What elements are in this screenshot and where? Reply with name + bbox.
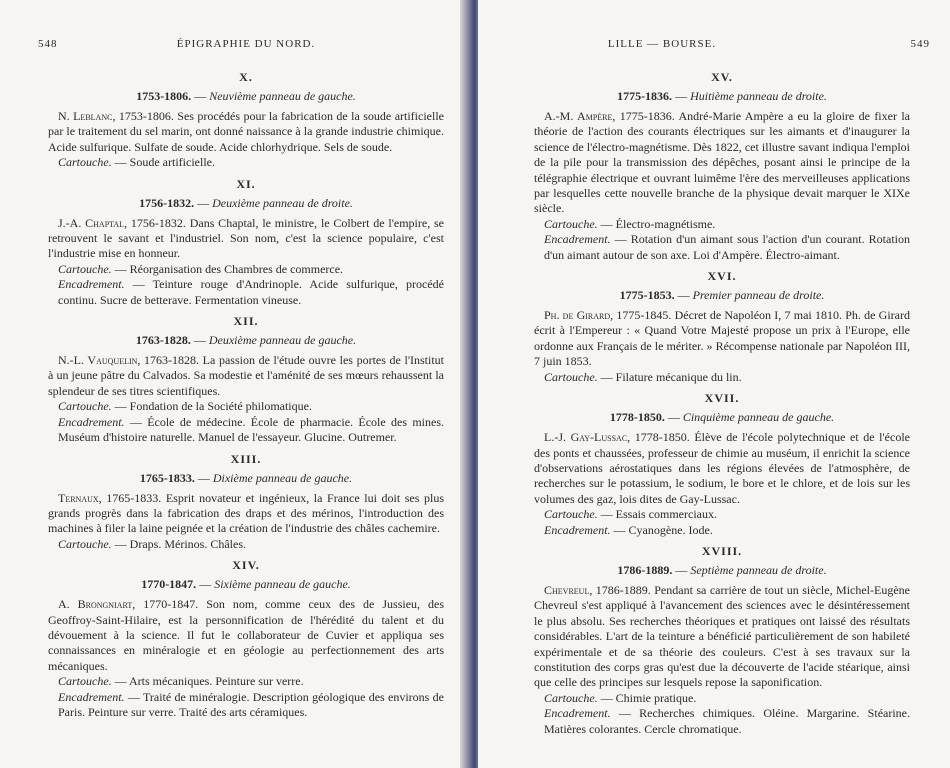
entry-section <box>534 269 910 385</box>
entry-section <box>534 391 910 538</box>
entry-text <box>534 109 910 217</box>
section-number: XV. <box>711 70 733 84</box>
section-heading: 1763-1828. — Deuxième panneau de gauche. <box>135 333 357 348</box>
section-heading: 1775-1853. — Premier panneau de droite. <box>619 288 825 303</box>
cartouche-label: Cartouche. <box>544 690 598 705</box>
cartouche-label: Cartouche. <box>58 536 112 551</box>
entry-text <box>48 109 444 155</box>
section-number: XIII. <box>230 451 262 466</box>
entry-section <box>48 70 444 171</box>
entry-description: , 1770-1847. Son nom, comme ceux des de Jussieu, des Geoffroy-Saint-Hilaire, est la personnification de l'hérédité du talent et du dévouement à la science. Il fut le collaborateur de Cuvier et appliqua ses connaissances en minéralogie et en géologie au perfectionnement des arts mécaniques. <box>48 597 444 673</box>
entry-text <box>534 583 910 691</box>
cartouche-text: — Fondation de la Société philomatique. <box>111 399 312 414</box>
person-name: Ph. de Girard <box>544 308 611 323</box>
section-panel: Huitième panneau de droite. <box>690 89 827 103</box>
encadrement-line <box>544 232 910 263</box>
section-panel: Sixième panneau de gauche. <box>214 577 351 592</box>
entry-description: , 1786-1889. Pendant sa carrière de tout un siècle, Michel-Eugène Chevreul s'est appliqué à l'avancement des sciences avec le désintéressement le plus absolu. Ses recherches théoriques et pratiques ont laissé des résultats considérables. L'art de la teinture a bénéficié particulièrement de son habileté expérimentale et de sa théorie des couleurs. C'est à ses travaux sur la constitution des corps gras qu'est due la découverte de l'acide stéarique, ainsi que celle des principes sur lesquels repose la saponification. <box>534 582 910 690</box>
person-name: A.-M. Ampère <box>544 109 613 123</box>
section-panel: Septième panneau de droite. <box>690 562 827 577</box>
entry-description: , 1756-1832. Dans Chaptal, le ministre, le Colbert de l'empire, se retrouvent le savant et l'industriel. Son nom, c'est la science populaire, c'est l'industrie mise en honneur. <box>48 215 445 261</box>
section-heading: 1753-1806. — Neuvième panneau de gauche. <box>136 89 356 103</box>
encadrement-label: Encadrement. <box>58 689 125 704</box>
encadrement-text: — Rotation d'un aimant sous l'action d'un courant. Rotation d'un aimant autour de son axe. Loi d'Ampère. Électro-aimant. <box>544 232 910 262</box>
section-dates: 1775-1853. <box>619 288 675 303</box>
entry-text <box>534 308 910 370</box>
entry-description: , 1763-1828. La passion de l'étude ouvre les portes de l'Institut à un jeune pâtre du Calvados. Sa modestie et l'aménité de ses mœurs rehaussent la splendeur de ses titres scientifiques. <box>48 353 445 398</box>
cartouche-text: — Soude artificielle. <box>111 155 215 170</box>
encadrement-line <box>544 706 910 737</box>
cartouche-label: Cartouche. <box>58 674 112 689</box>
person-name: Chevreul <box>544 582 590 597</box>
encadrement-label: Encadrement. <box>58 277 125 292</box>
section-panel: Deuxième panneau de gauche. <box>208 333 357 348</box>
cartouche-label: Cartouche. <box>58 399 112 414</box>
section-number: XII. <box>233 314 259 329</box>
cartouche-text: — Électro-magnétisme. <box>597 216 716 231</box>
encadrement-label: Encadrement. <box>58 414 125 429</box>
encadrement-label: Encadrement. <box>544 232 611 247</box>
entry-description: , 1765-1833. Esprit novateur et ingénieux, la France lui doit ses plus grands progrès dans la fabrication des draps et des mérinos, l'introduction des machines à filer la laine peignée et la création de l'industrie des châles cachemire. <box>48 490 444 536</box>
section-heading: 1775-1836. — Huitième panneau de droite. <box>617 89 827 103</box>
section-heading: 1778-1850. — Cinquième panneau de gauche. <box>609 410 835 425</box>
section-dates: 1786-1889. <box>617 562 673 577</box>
encadrement-line <box>58 277 444 308</box>
cartouche-line <box>544 370 910 385</box>
entry-section <box>48 314 444 445</box>
section-dates: 1753-1806. <box>136 89 192 103</box>
section-number: XVIII. <box>701 543 743 558</box>
entry-text <box>48 353 444 399</box>
section-panel: Premier panneau de droite. <box>692 288 825 303</box>
encadrement-line <box>544 523 910 538</box>
cartouche-line <box>544 507 910 522</box>
page-number-right: 549 <box>910 38 930 50</box>
encadrement-text: — École de médecine. École de pharmacie. École des mines. Muséum d'histoire naturelle. Manuel de l'essayeur. Glucine. Outremer. <box>58 414 444 445</box>
cartouche-text: — Chimie pratique. <box>597 690 697 705</box>
cartouche-label: Cartouche. <box>544 369 598 384</box>
entry-description: , 1775-1836. André-Marie Ampère a eu la gloire de fixer la théorie de l'action des courants électriques sur les aimants et d'inaugurer la science de l'électro-magnétisme. Dès 1822, cet illustre savant indiqua l'emploi de la pile pour la transmission des dépêches, posant ainsi le principe de la télégraphie électrique et ouvrant luimême l'ère des merveilleuses applications par lesquelles cette nouvelle branche de la physique devait marquer le XIXe siècle. <box>534 109 910 216</box>
encadrement-text: — Traité de minéralogie. Description géologique des environs de Paris. Peinture sur verre. Traité des arts céramiques. <box>58 689 444 719</box>
encadrement-label: Encadrement. <box>544 522 611 537</box>
section-heading: 1770-1847. — Sixième panneau de gauche. <box>141 577 351 592</box>
person-name: A. Brongniart <box>58 597 133 612</box>
cartouche-label: Cartouche. <box>544 216 598 231</box>
running-title-left: ÉPIGRAPHIE DU NORD. <box>176 38 316 50</box>
section-panel: Neuvième panneau de gauche. <box>209 89 356 103</box>
entry-text <box>48 491 444 537</box>
entry-section <box>48 452 444 553</box>
cartouche-line <box>58 537 444 552</box>
entry-section <box>534 544 910 737</box>
encadrement-text: — Teinture rouge d'Andrinople. Acide sulfurique, procédé continu. Sucre de betterave. Fermentation vineuse. <box>58 277 444 307</box>
person-name: N. Leblanc <box>58 109 113 123</box>
cartouche-line <box>544 217 910 232</box>
section-panel: Deuxième panneau de droite. <box>212 195 353 210</box>
section-number: X. <box>239 70 253 84</box>
cartouche-text: — Arts mécaniques. Peinture sur verre. <box>111 674 304 689</box>
section-number: XVII. <box>704 391 740 406</box>
entry-section <box>48 558 444 720</box>
section-number: XVI. <box>707 269 737 284</box>
cartouche-label: Cartouche. <box>544 507 598 522</box>
encadrement-label: Encadrement. <box>544 706 611 721</box>
cartouche-line <box>58 155 444 170</box>
section-panel: Cinquième panneau de gauche. <box>682 410 835 425</box>
entry-text <box>534 430 910 507</box>
encadrement-text: — Recherches chimiques. Oléine. Margarine. Stéarine. Matières colorantes. Cercle chromatique. <box>544 706 910 736</box>
section-number: XI. <box>236 176 256 191</box>
right-sections <box>534 70 910 737</box>
page-number-left: 548 <box>38 38 58 50</box>
cartouche-text: — Filature mécanique du lin. <box>597 369 742 384</box>
entry-section <box>48 177 444 308</box>
section-heading: 1786-1889. — Septième panneau de droite. <box>617 562 827 577</box>
left-sections <box>48 70 444 720</box>
section-dates: 1778-1850. <box>609 410 665 425</box>
running-title-right: LILLE — BOURSE. <box>607 38 717 50</box>
section-dates: 1756-1832. <box>139 195 195 210</box>
cartouche-label: Cartouche. <box>58 155 112 170</box>
section-panel: Dixième panneau de gauche. <box>212 470 353 485</box>
person-name: J.-A. Chaptal <box>58 215 125 230</box>
cartouche-line <box>58 399 444 414</box>
encadrement-line <box>58 415 444 446</box>
section-dates: 1763-1828. <box>135 333 191 348</box>
entry-description: , 1778-1850. Élève de l'école polytechnique et de l'école des ponts et chaussées, professeur de chimie au muséum, il enrichit la science d'observations aérostatiques dans les régions élevées de l'atmosphère, de recherches sur le potassium, le sodium, le bore et le chlore, et de lois sur les volumes des gaz, lois dites de Gay-Lussac. <box>534 430 910 506</box>
section-number: XIV. <box>232 558 260 573</box>
person-name: L.-J. Gay-Lussac <box>544 430 628 445</box>
section-heading: 1765-1833. — Dixième panneau de gauche. <box>139 470 353 485</box>
cartouche-line <box>58 674 444 689</box>
person-name: Ternaux <box>58 490 99 505</box>
section-dates: 1775-1836. <box>617 89 673 103</box>
encadrement-text: — Cyanogène. Iode. <box>610 522 713 537</box>
encadrement-line <box>58 690 444 721</box>
entry-text <box>48 216 444 262</box>
section-heading: 1756-1832. — Deuxième panneau de droite. <box>139 195 353 210</box>
cartouche-line <box>58 262 444 277</box>
section-dates: 1765-1833. <box>139 470 195 485</box>
right-page <box>478 0 950 768</box>
section-dates: 1770-1847. <box>141 577 197 592</box>
running-head-left <box>38 38 444 64</box>
entry-section <box>534 70 910 263</box>
cartouche-text: — Réorganisation des Chambres de commerce. <box>111 261 344 276</box>
cartouche-text: — Essais commerciaux. <box>597 507 717 522</box>
running-head-right <box>534 38 930 64</box>
entry-description: , 1753-1806. Ses procédés pour la fabrication de la soude artificielle par le traitement du sel marin, ont donné naissance à la grande industrie chimique. Acide sulfurique. Sulfate de soude. Acide chlorhydrique. Sels de soude. <box>48 109 444 154</box>
cartouche-line <box>544 691 910 706</box>
left-page <box>0 0 470 768</box>
cartouche-label: Cartouche. <box>58 261 112 276</box>
entry-text <box>48 597 444 674</box>
entry-description: , 1775-1845. Décret de Napoléon I, 7 mai 1810. Ph. de Girard écrit à l'Empereur : « Quand Votre Majesté propose un prix à l'Europe, elle ordonne aux Français de le mériter. » Récompense nationale par Napoléon III, 7 juin 1853. <box>534 308 911 369</box>
person-name: N.-L. Vauquelin <box>58 353 138 368</box>
cartouche-text: — Draps. Mérinos. Châles. <box>111 536 246 551</box>
